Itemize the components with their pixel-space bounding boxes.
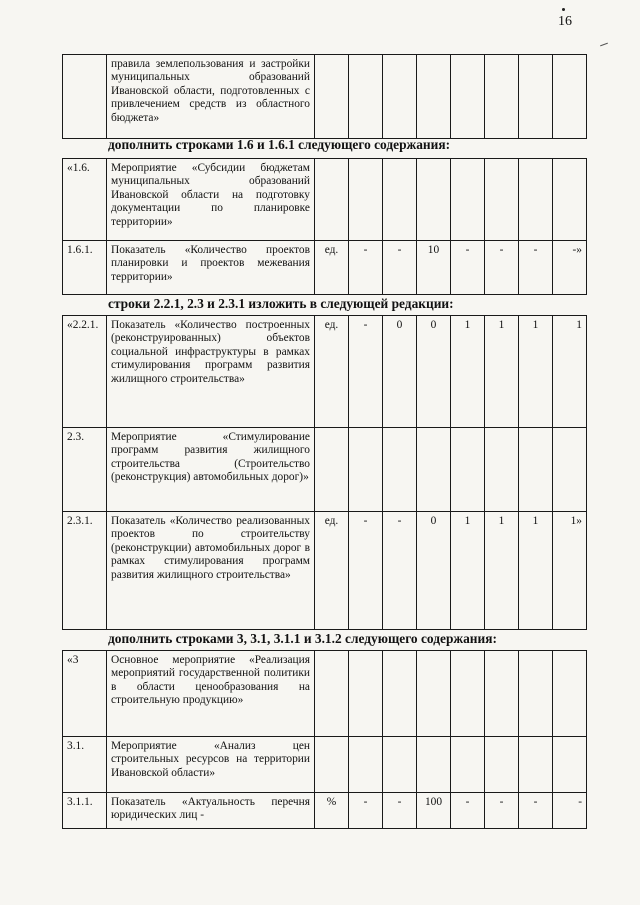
value-cell [451,55,485,139]
value-cell: - [349,241,383,295]
value-cell [519,737,553,793]
row-number-cell [63,55,107,139]
value-cell [383,737,417,793]
value-cell [349,651,383,737]
value-cell [451,159,485,241]
row-number-cell: «2.2.1. [63,316,107,428]
value-cell: 1 [519,512,553,630]
value-cell [485,737,519,793]
section-caption-3: дополнить строками 3, 3.1, 3.1.1 и 3.1.2 следующего содержания: [108,631,497,646]
value-cell [519,428,553,512]
row-description-cell: правила землепользования и застройки муниципальных образований Ивановской области, подготовленных с привлечением средств из областного бюджета» [107,55,315,139]
value-cell: 0 [383,316,417,428]
value-cell [519,159,553,241]
value-cell [519,651,553,737]
value-cell [519,55,553,139]
unit-cell [315,159,349,241]
value-cell: 1 [485,316,519,428]
row-number-cell: 2.3. [63,428,107,512]
table-row [63,159,587,241]
value-cell [383,428,417,512]
value-cell: - [485,241,519,295]
table-row [63,55,587,139]
ink-dot [562,8,565,11]
value-cell [485,159,519,241]
row-number-cell: 3.1. [63,737,107,793]
row-description-cell: Основное мероприятие «Реализация мероприятий государственной политики в области ценообразования на строительную продукцию» [107,651,315,737]
value-cell [451,428,485,512]
value-cell: - [349,316,383,428]
value-cell [417,651,451,737]
value-cell: - [383,512,417,630]
value-cell: - [349,512,383,630]
value-cell: 1» [553,512,587,630]
value-cell [349,55,383,139]
table-row [63,737,587,793]
value-cell: 1 [451,512,485,630]
table-row [63,512,587,630]
row-description-cell: Показатель «Количество реализованных проектов по строительству (реконструкции) автомобильных дорог в рамках стимулирования программ развития жилищного строительства» [107,512,315,630]
value-cell: 1 [485,512,519,630]
ink-mark [600,43,608,47]
table-rows-3 [62,650,587,829]
section-caption-2: строки 2.2.1, 2.3 и 2.3.1 изложить в следующей редакции: [108,296,454,311]
unit-cell [315,651,349,737]
value-cell [383,55,417,139]
value-cell [553,737,587,793]
value-cell [383,651,417,737]
unit-cell: % [315,793,349,829]
value-cell: - [451,241,485,295]
row-number-cell: «1.6. [63,159,107,241]
value-cell [553,428,587,512]
value-cell: -» [553,241,587,295]
table-row [63,651,587,737]
value-cell: 1 [519,316,553,428]
value-cell [553,55,587,139]
value-cell [451,651,485,737]
value-cell [485,651,519,737]
value-cell: - [519,241,553,295]
value-cell: 100 [417,793,451,829]
unit-cell [315,737,349,793]
row-description-cell: Показатель «Количество построенных (реконструированных) объектов социальной инфраструктуры в рамках стимулирования программ развития жилищного строительства» [107,316,315,428]
value-cell: - [451,793,485,829]
unit-cell [315,428,349,512]
value-cell: 0 [417,512,451,630]
value-cell: - [349,793,383,829]
value-cell [485,55,519,139]
table-fragment-top [62,54,587,139]
table-row [63,241,587,295]
page-number: 16 [558,14,572,29]
value-cell: - [553,793,587,829]
value-cell: 1 [451,316,485,428]
value-cell [349,737,383,793]
value-cell [553,651,587,737]
value-cell [451,737,485,793]
unit-cell: ед. [315,316,349,428]
value-cell: - [383,793,417,829]
value-cell: - [485,793,519,829]
unit-cell: ед. [315,512,349,630]
row-description-cell: Мероприятие «Субсидии бюджетам муниципальных образований Ивановской области на подготовку документации по планировке территории» [107,159,315,241]
row-number-cell: 3.1.1. [63,793,107,829]
table-rows-2-2-1 [62,315,587,630]
value-cell [417,428,451,512]
value-cell [349,159,383,241]
value-cell [417,159,451,241]
row-number-cell: 2.3.1. [63,512,107,630]
row-description-cell: Мероприятие «Стимулирование программ развития жилищного строительства (Строительство (реконструкция) автомобильных дорог)» [107,428,315,512]
unit-cell: ед. [315,241,349,295]
unit-cell [315,55,349,139]
table-rows-1-6 [62,158,587,295]
value-cell: 1 [553,316,587,428]
value-cell [485,428,519,512]
value-cell [349,428,383,512]
section-caption-1: дополнить строками 1.6 и 1.6.1 следующего содержания: [108,137,451,152]
value-cell [417,55,451,139]
value-cell: - [383,241,417,295]
value-cell [383,159,417,241]
value-cell [553,159,587,241]
value-cell [417,737,451,793]
row-number-cell: 1.6.1. [63,241,107,295]
row-description-cell: Мероприятие «Анализ цен строительных ресурсов на территории Ивановской области» [107,737,315,793]
value-cell: - [519,793,553,829]
row-description-cell: Показатель «Актуальность перечня юридических лиц - [107,793,315,829]
table-row [63,316,587,428]
table-row [63,793,587,829]
value-cell: 10 [417,241,451,295]
row-description-cell: Показатель «Количество проектов планировки и проектов межевания территории» [107,241,315,295]
table-row [63,428,587,512]
value-cell: 0 [417,316,451,428]
row-number-cell: «3 [63,651,107,737]
